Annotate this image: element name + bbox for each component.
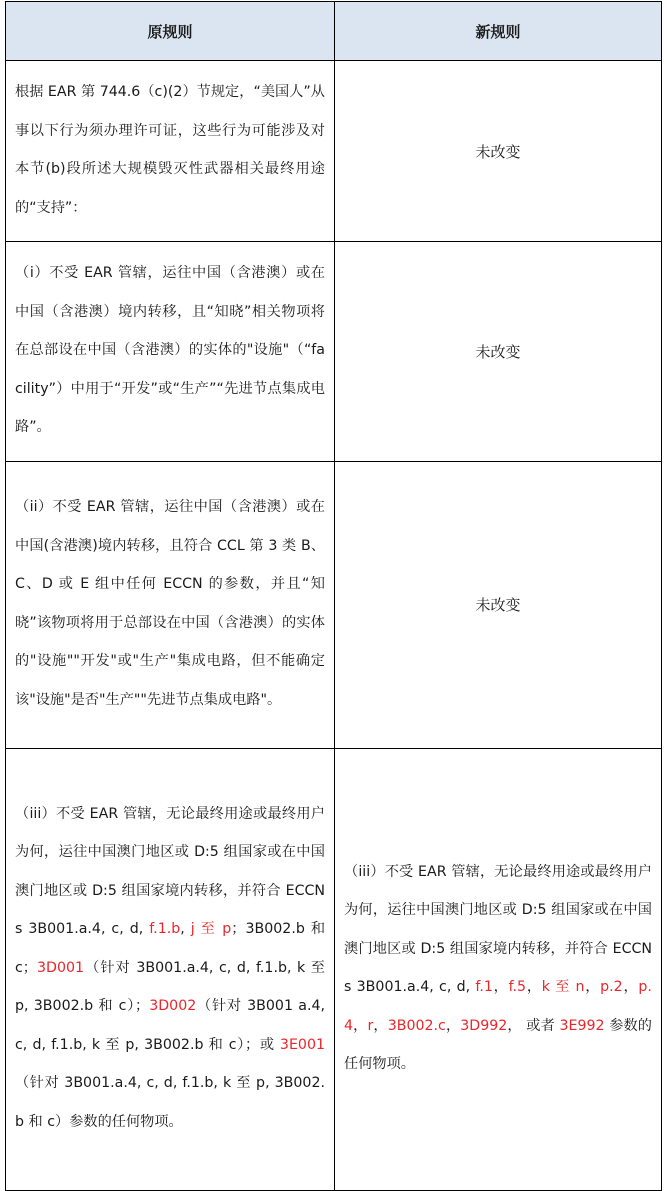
changed-term: 3E001 [279,1036,325,1053]
text-segment: ， [353,1017,368,1034]
table-row [6,61,662,242]
table-header-row [6,2,662,61]
old-rule-item-i: （i）不受 EAR 管辖，运往中国（含港澳）或在中国（含港澳）境内转移，且“知晓”相关物项将在总部设在中国（含港澳）的实体的"设施"（“facility”）中用于“开发”或“生产”“先进节点集成电路”。 [6,242,335,462]
new-rule-unchanged: 未改变 [335,61,662,242]
text-segment: ， [584,979,601,995]
new-rule-unchanged: 未改变 [335,242,662,462]
changed-term: 3D992 [460,1017,508,1034]
header-old-rule: 原规则 [6,2,335,61]
text-segment: （针对 3B001.a.4, c, d, f.1.b, k 至 p, 3B002.b 和 c）参数的任何物项。 [15,1075,325,1130]
changed-term: 3B002.c [387,1017,446,1034]
changed-term: 3E992 [559,1017,605,1034]
changed-term: j 至 p [190,921,232,938]
old-rule-intro: 根据 EAR 第 744.6（c)(2）节规定，“美国人”从事以下行为须办理许可证，这些行为可能涉及对本节(b)段所述大规模毁灭性武器相关最终用途的“支持”： [6,61,335,242]
changed-term: p.4 [344,979,652,1034]
text-segment: ， [445,1017,461,1034]
header-new-rule: 新规则 [335,2,662,61]
new-rule-item-iii [335,748,662,1190]
changed-term: 3D002 [149,998,197,1015]
table-row [6,748,662,1190]
table-row [6,242,662,462]
old-rule-item-ii: （ii）不受 EAR 管辖，运往中国（含港澳）或在中国(含港澳)境内转移，且符合 CCL 第 3 类 B、C、D 或 E 组中任何 ECCN 的参数，并且“知晓”该物项将用于总部设在中国（含港澳）的实体的"设施""开发"或"生产"集成电路，但不能确定该"设施"是否"生产""先进节点集成电路"。 [6,461,335,748]
changed-term: f.1 [475,979,493,995]
changed-term: f.5 [508,979,527,995]
text-segment: ， 或者 [507,1017,560,1034]
text-segment: （针对 3B001 a.4,c, d, f.1.b, k 至 p, 3B002.b 和 c）；或 [15,998,325,1053]
text-segment: （iii）不受 EAR 管辖，无论最终用途或最终用户为何，运往中国澳门地区或 D:5 组国家或在中国澳门地区或 D:5 组国家境内转移，并符合 ECCNs 3B001.a.4, c, d, [344,863,652,995]
old-rule-item-iii [6,748,335,1190]
changed-term: p.2 [600,979,623,995]
changed-term: r [367,1017,374,1034]
changed-term: 3D001 [37,959,85,976]
text-segment: ， [526,979,542,995]
text-segment: ， [492,979,509,995]
changed-term: k 至 n [541,979,585,995]
text-segment: （iii）不受 EAR 管辖，无论最终用途或最终用户为何，运往中国澳门地区或 D:5 组国家或在中国澳门地区或 D:5 组国家境内转移，并符合 ECCNs 3B001.a.4, c, d, [15,805,325,938]
text-segment: ；3B002.b 和 c； [15,921,326,976]
text-segment: ， [373,1017,388,1034]
text-segment: 参数的任何物项。 [344,1017,652,1072]
changed-term: f.1.b [149,921,181,938]
text-segment: , [180,921,191,938]
table-row [6,461,662,748]
text-segment: （针对 3B001.a.4, c, d, f.1.b, k 至 p, 3B002.b 和 c）； [15,959,325,1015]
text-segment: ， [622,979,639,995]
rules-comparison-table [5,1,662,1191]
new-rule-unchanged: 未改变 [335,461,662,748]
